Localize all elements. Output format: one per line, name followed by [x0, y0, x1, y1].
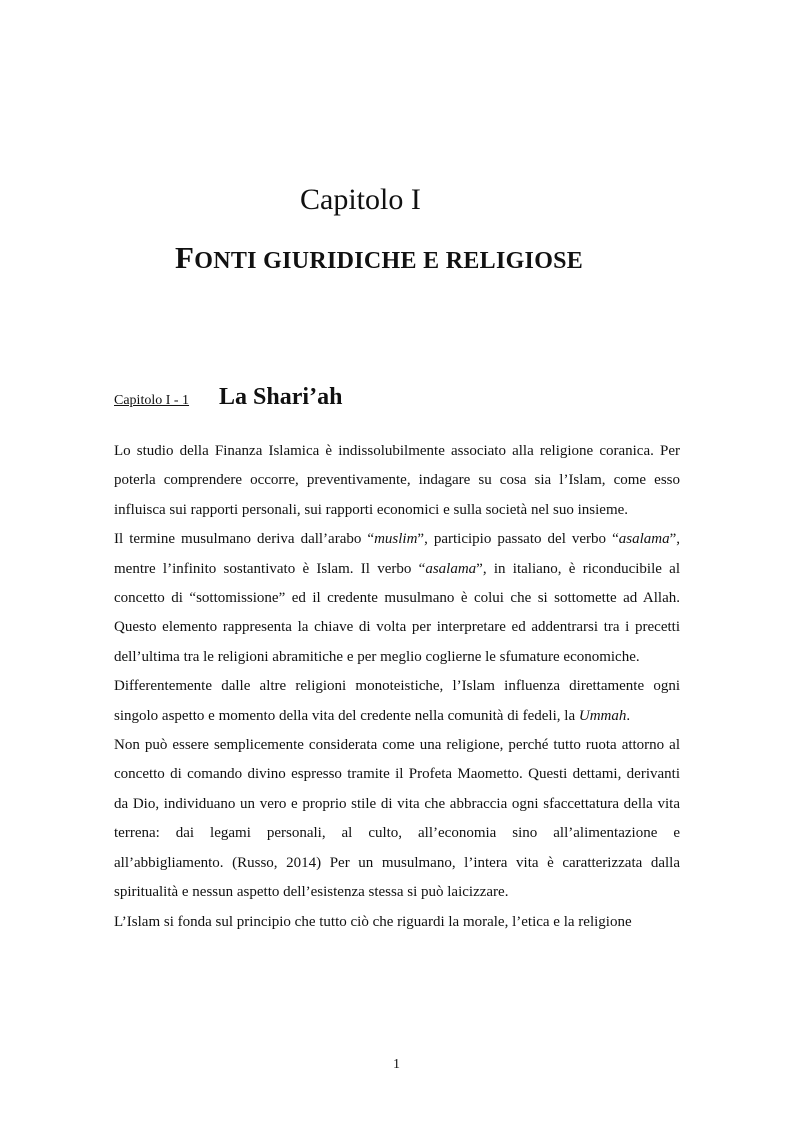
- section-title: La Shari’ah: [219, 384, 343, 410]
- paragraph-2: [114, 525, 680, 672]
- paragraph-4: Non può essere semplicemente considerata come una religione, perché tutto ruota attorno al concetto di comando divino espresso tramite il Profeta Maometto. Questi dettami, derivanti da Dio, individuano un vero e proprio stile di vita che abbraccia ogni sfaccettatura della vita terrena: dai legami personali, al culto, all’economia sino all’alimentazione e all’abbigliamento. (Russo, 2014) Per un musulmano, l’intera vita è caratterizzata dalla spiritualità e nessun aspetto dell’esistenza stessa si può laicizzare.: [114, 737, 680, 901]
- paragraph-3: [114, 672, 680, 731]
- paragraph-5: L’Islam si fonda sul principio che tutto ciò che riguardi la morale, l’etica e la religione: [114, 913, 632, 930]
- term-ummah: Ummah: [578, 707, 627, 724]
- paragraph-2-text-c: ”, mentre l’infinito sostantivato è Islam. Il verbo “: [114, 531, 680, 577]
- paragraph-2-text-b: ”, participio passato del verbo “: [417, 531, 619, 548]
- chapter-title: [175, 240, 583, 276]
- section-reference: Capitolo I - 1: [114, 393, 190, 408]
- term-muslim: muslim: [374, 531, 418, 548]
- paragraph-3-text-b: .: [626, 707, 631, 724]
- body-text: [114, 437, 680, 937]
- paragraph-1: Lo studio della Finanza Islamica è indissolubilmente associato alla religione coranica. Per poterla comprendere occorre, preventivamente, indagare su cosa sia l’Islam, come esso influisca sui rapporti personali, sui rapporti economici e sulla società nel suo insieme.: [114, 443, 680, 518]
- chapter-label: Capitolo I: [300, 183, 421, 216]
- paragraph-3-text-a: Differentemente dalle altre religioni monoteistiche, l’Islam influenza direttamente ogni singolo aspetto e momento della vita del credente nella comunità di fedeli, la: [114, 678, 680, 724]
- term-asalama: asalama: [618, 531, 670, 548]
- section-heading: [114, 384, 342, 411]
- paragraph-2-text-a: Il termine musulmano deriva dall’arabo “: [114, 531, 375, 548]
- term-asalama-2: asalama: [425, 560, 477, 577]
- chapter-title-initial: F: [175, 240, 195, 275]
- page-number: 1: [393, 1057, 400, 1072]
- chapter-title-rest: ONTI GIURIDICHE E RELIGIOSE: [194, 248, 584, 274]
- paragraph-2-text-d: ”, in italiano, è riconducibile al concetto di “sottomissione” ed il credente musulmano è colui che si sottomette ad Allah. Questo elemento rappresenta la chiave di volta per interpretare ed addentrarsi tra i precetti dell’ultima tra le religioni abramitiche e per meglio coglierne le sfumature economiche.: [114, 560, 680, 665]
